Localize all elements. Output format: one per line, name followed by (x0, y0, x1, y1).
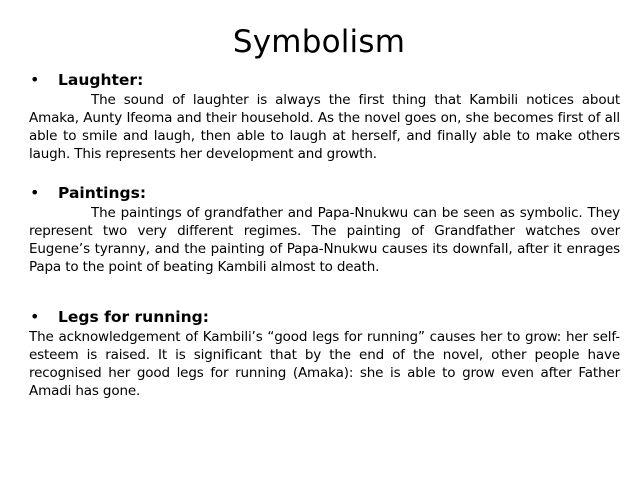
bullet-icon: • (30, 183, 40, 202)
section-body: The acknowledgement of Kambili’s “good legs for running” causes her to grow: her self-esteem is raised. It is significant that by the end of the novel, other people have recognised her good legs for running (Amaka): she is able to grow even after Father Amadi has gone. (29, 329, 620, 399)
section-body: The sound of laughter is always the first thing that Kambili notices about Amaka, Aunty Ifeoma and their household. As the novel goes on, she becomes first of all able to smile and laugh, then able to laugh at herself, and finally able to make others laugh. This represents her development and growth. (29, 92, 620, 162)
section-legs-for-running (29, 307, 620, 400)
section-body: The paintings of grandfather and Papa-Nnukwu can be seen as symbolic. They represent two very different regimes. The painting of Grandfather watches over Eugene’s tyranny, and the painting of Papa-Nnukwu causes its downfall, after it enrages Papa to the point of beating Kambili almost to death. (29, 205, 620, 275)
heading-text: Laughter: (58, 71, 144, 89)
section-heading (29, 183, 620, 203)
heading-text: Legs for running: (58, 308, 209, 326)
bullet-icon: • (30, 307, 40, 326)
section-laughter (29, 70, 620, 163)
slide-title: Symbolism (232, 24, 406, 60)
section-heading (29, 70, 620, 90)
heading-text: Paintings: (58, 184, 147, 202)
bullet-icon: • (30, 70, 40, 89)
section-heading (29, 307, 620, 327)
section-paintings (29, 183, 620, 276)
